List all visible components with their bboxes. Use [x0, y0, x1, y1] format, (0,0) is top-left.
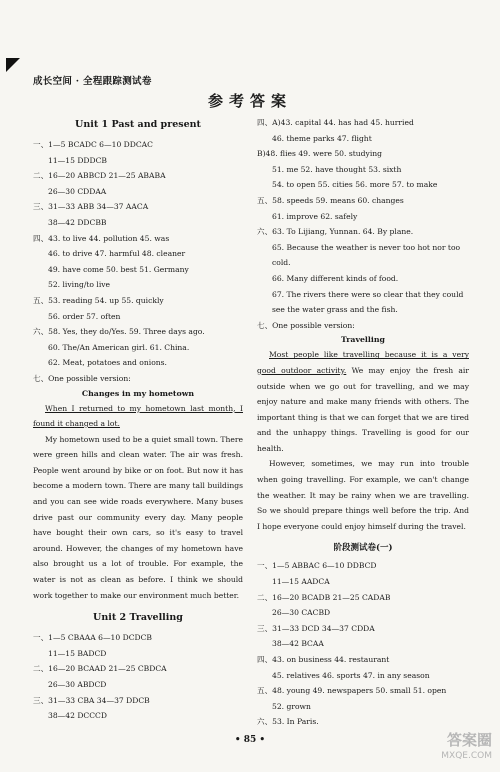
stage-test-answers: [257, 558, 469, 730]
answer-line: 二、16—20 BCAAD 21—25 CBDCA: [33, 664, 167, 674]
answer-line: 60. The/An American girl. 61. China.: [48, 342, 190, 352]
series-title: 成长空间 · 全程跟踪测试卷: [33, 76, 152, 87]
watermark-text: 答案圈: [446, 731, 492, 749]
unit2-title: Unit 2 Travelling: [93, 612, 183, 624]
answer-line: 62. Meat, potatoes and onions.: [48, 358, 167, 368]
answer-line: 49. have come 50. best 51. Germany: [48, 264, 189, 274]
answer-line: 11—15 BADCD: [48, 648, 107, 658]
unit1-title: Unit 1 Past and present: [75, 119, 201, 130]
answer-line: 三、31—33 DCD 34—37 CDDA: [257, 623, 375, 633]
essay1-paragraph1: [33, 401, 243, 432]
answer-line: 一、1—5 CBAAA 6—10 DCDCB: [33, 633, 152, 643]
answer-line: 四、43. on business 44. restaurant: [257, 655, 390, 664]
corner-mark: [6, 58, 20, 72]
answer-line: 54. to open 55. cities 56. more 57. to make: [272, 180, 438, 190]
stage-test-title: 阶段测试卷(一): [333, 543, 393, 554]
answer-line: 38—42 BCAA: [272, 639, 324, 649]
answer-line: 26—30 CDDAA: [48, 186, 107, 196]
answer-line: 三、31—33 CBA 34—37 DDCB: [33, 695, 150, 705]
essay2-paragraph2: However, sometimes, we may run into trouble when going travelling. For example, we can't change the weather. It may be rainy when we are travelling. So we should prepare things well before the trip. And I hope everyone could enjoy himself during the travel.: [257, 459, 469, 531]
answer-line: 56. order 57. often: [48, 311, 121, 321]
essay1-title: Changes in my hometown: [81, 388, 195, 398]
answer-line: 四、A)43. capital 44. has had 45. hurried: [257, 118, 414, 127]
answer-line: 一、1—5 ABBAC 6—10 DDBCD: [257, 561, 377, 571]
answer-line: 52. grown: [272, 701, 311, 711]
essay2-title: Travelling: [341, 335, 385, 345]
essay1-opening: When I returned to my hometown last month, I found it changed a lot.: [33, 403, 243, 429]
answer-line: 一、1—5 BCADC 6—10 DDCAC: [33, 140, 153, 149]
answer-line: 五、53. reading 54. up 55. quickly: [33, 295, 164, 305]
answer-line: 51. me 52. have thought 53. sixth: [272, 164, 402, 174]
answer-line: 三、31—33 ABB 34—37 AACA: [33, 202, 149, 212]
answer-line: 四、43. to live 44. pollution 45. was: [33, 233, 170, 243]
answer-line: 五、58. speeds 59. means 60. changes: [257, 195, 404, 205]
answer-line: 26—30 CACBD: [272, 608, 331, 618]
answer-line: 二、16—20 BCADB 21—25 CADAB: [257, 592, 391, 602]
watermark-logo: [412, 730, 492, 766]
essay2-paragraph1: [257, 347, 469, 456]
answer-67: 67. The rivers there were so clear that they could see the water grass and the fish.: [272, 289, 464, 315]
answer-line: 二、16—20 ABBCD 21—25 ABABA: [33, 171, 166, 181]
watermark-url: MXQE.COM: [441, 751, 492, 761]
left-column: [33, 115, 243, 724]
answer-line: 52. living/to live: [48, 280, 111, 290]
answer-line: B)48. flies 49. were 50. studying: [257, 149, 383, 159]
answer-line: 11—15 AADCA: [272, 577, 330, 587]
right-column: [257, 115, 469, 730]
page-number: • 85 •: [234, 735, 266, 745]
answer-line: 45. relatives 46. sports 47. in any season: [272, 670, 430, 680]
answer-line: 五、48. young 49. newspapers 50. small 51. open: [257, 686, 447, 696]
answer-line: 38—42 DCCCD: [48, 711, 107, 721]
answer-line: 61. improve 62. safely: [272, 211, 358, 221]
answer-line: 六、63. To Lijiang, Yunnan. 64. By plane.: [257, 227, 414, 237]
answer-line: 46. theme parks 47. flight: [272, 133, 372, 143]
answer-line: 六、53. In Paris.: [257, 717, 319, 727]
answer-66: 66. Many different kinds of food.: [272, 273, 399, 283]
essay2-opening: Most people like travelling because it is a very good outdoor activity.: [257, 350, 469, 375]
answer-line: 46. to drive 47. harmful 48. cleaner: [48, 249, 186, 259]
answer-65: 65. Because the weather is never too hot nor too cold.: [272, 242, 461, 268]
writing-heading: 七、One possible version:: [257, 320, 355, 330]
unit2-answers-continued: [257, 115, 469, 240]
answer-line: 38—42 DDCBB: [48, 217, 107, 227]
answer-line: 11—15 DDDCB: [48, 155, 107, 165]
page-title: 参考答案: [207, 92, 292, 110]
answer-line: 六、58. Yes, they do/Yes. 59. Three days ago.: [33, 327, 205, 337]
unit1-answers: [33, 137, 243, 387]
unit2-answers: [33, 630, 243, 724]
answer-line: 七、One possible version:: [33, 373, 131, 383]
essay2-paragraph1-rest: We may enjoy the fresh air outside when we go out for travelling, and we may enjoy nature and make many friends with others. The important thing is that we can forget that we are tired and the unhappy things. Travelling is good for our health.: [257, 365, 469, 453]
answer-line: 26—30 ABDCD: [48, 680, 107, 689]
essay1-paragraph2: My hometown used to be a quiet small town. There were green hills and clean water. The air was fresh. People went around by bike or on foot. But now it has become a modern town. There are many tall buildings and you can see wide roads everywhere. Many buses drive past our community every day. Many people have bought their own cars, so it's easy to travel around. However, the changes of my hometown have also brought us a lot of trouble. For example, the water is not as clean as before. I think we should work together to make our environment much better.: [33, 434, 243, 600]
